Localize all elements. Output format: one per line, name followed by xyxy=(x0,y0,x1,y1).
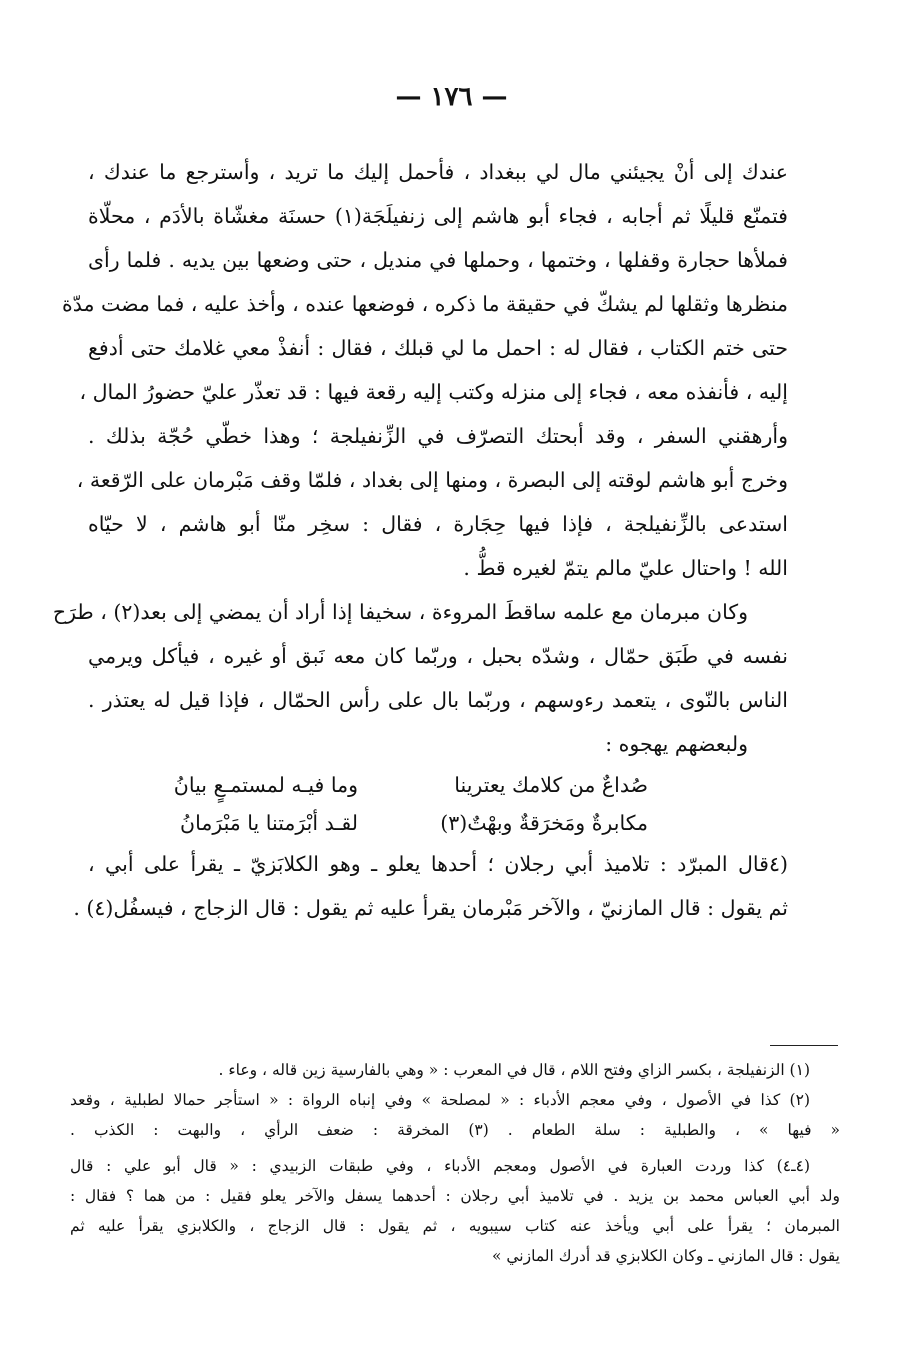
footnotes xyxy=(70,1055,840,1271)
text-line: وأرهقني السفر ، وقد أبحتك التصرّف في الزِّنفيلجة ؛ وهذا خطّي حُجّة بذلك . xyxy=(88,424,788,448)
footnote-separator xyxy=(770,1045,838,1046)
footnote-line: (٢) كذا في الأصول ، وفي معجم الأدباء : « لمصلحة » وفي إنباه الرواة : « استأجر حمالا لطبلية ، وقعد xyxy=(70,1091,810,1109)
text-line: وكان مبرمان مع علمه ساقطَ المروءة ، سخيفا إذا أراد أن يمضي إلى بعد(٢) ، طرَح xyxy=(52,600,748,624)
text-line: فتمنّع قليلًا ثم أجابه ، فجاء أبو هاشم إلى زنفيلَجَة(١) حسنَة مغشّاة بالأدَم ، محلّاة xyxy=(88,204,788,228)
footnote-line: (٤ـ٤) كذا وردت العبارة في الأصول ومعجم الأدباء ، وفي طبقات الزبيدي : « قال أبو علي : قال xyxy=(70,1157,810,1175)
verse-line xyxy=(88,766,788,804)
footnote-line: يقول : قال المازني ـ وكان الكلابزي قد أدرك المازني » xyxy=(491,1247,840,1265)
text-line: حتى ختم الكتاب ، فقال له : احمل ما لي قبلك ، فقال : أنفذْ معي غلامك حتى أدفع xyxy=(88,336,788,360)
text-line: منظرها وثقلها لم يشكّ في حقيقة ما ذكره ، فوضعها عنده ، وأخذ عليه ، فما مضت مدّة xyxy=(61,292,788,316)
text-line: (٤قال المبرّد : تلاميذ أبي رجلان ؛ أحدها يعلو ـ وهو الكلابَزيّ ـ يقرأ على أبي ، xyxy=(88,852,788,876)
text-line: الناس بالنّوى ، يتعمد رءوسهم ، وربّما بال على رأس الحمّال ، فإذا قيل له يعتذر . xyxy=(88,688,788,712)
verse-first-hemistich: صُداعٌ من كلامك يعترينا xyxy=(454,773,648,797)
text-line: إليه ، فأنفذه معه ، فجاء إلى منزله وكتب إليه رقعة فيها : قد تعذّر عليّ حضورُ المال ، xyxy=(79,380,788,404)
text-line: ولبعضهم يهجوه : xyxy=(605,732,748,756)
verse-second-hemistich: وما فيـه لمستمـعٍ بيانُ xyxy=(173,773,358,797)
text-line: عندك إلى أنْ يجيئني مال لي ببغداد ، فأحمل إليك ما تريد ، وأسترجع ما عندك ، xyxy=(88,160,788,184)
footnote-line: المبرمان ؛ يقرأ على أبي ويأخذ عنه كتاب سيبويه ، ثم يقول : قال الزجاج ، والكلابزي يقرأ عليه ثم xyxy=(70,1217,840,1235)
footnote-line: « فيها » ، والطبلية : سلة الطعام . (٣) المخرقة : ضعف الرأي ، والبهت : الكذب . xyxy=(70,1121,840,1139)
footnote-line: ولد أبي العباس محمد بن يزيد . في تلاميذ أبي رجلان : أحدهما يسفل والآخر يعلو فقيل : من هما ؟ فقال : xyxy=(70,1187,840,1205)
verse-second-hemistich: لقـد أبْرَمتنا يا مَبْرَمانُ xyxy=(180,811,358,835)
verse-first-hemistich: مكابرةٌ ومَخرَقةٌ وبهْتٌ(٣) xyxy=(440,811,648,835)
text-line: نفسه في طَبَق حمّال ، وشدّه بحبل ، وربّما كان معه نَبق أو غيره ، فيأكل ويرمي xyxy=(88,644,788,668)
footnote-line: (١) الزنفيلجة ، بكسر الزاي وفتح اللام ، قال في المعرب : « وهي بالفارسية زين قاله ، وعاء . xyxy=(218,1061,810,1079)
text-line: الله ! واحتال عليّ مالم يتمّ لغيره قطُّ . xyxy=(463,556,788,580)
verse-line xyxy=(88,804,788,842)
text-line: وخرج أبو هاشم لوقته إلى البصرة ، ومنها إلى بغداد ، فلمّا وقف مَبْرمان على الرّقعة ، xyxy=(76,468,788,492)
text-line: استدعى بالزِّنفيلجة ، فإذا فيها حِجَارة ، فقال : سخِر منّا أبو هاشم ، لا حيّاه xyxy=(88,512,788,536)
text-line: ثم يقول : قال المازنيّ ، والآخر مَبْرمان يقرأ عليه ثم يقول : قال الزجاج ، فيسفُل(٤) . xyxy=(73,896,788,920)
main-text xyxy=(52,150,788,930)
page-number: — ١٧٦ — xyxy=(395,82,508,112)
text-line: فملأها حجارة وقفلها ، وختمها ، وحملها في منديل ، حتى وضعها بين يديه . فلما رأى xyxy=(88,248,788,272)
